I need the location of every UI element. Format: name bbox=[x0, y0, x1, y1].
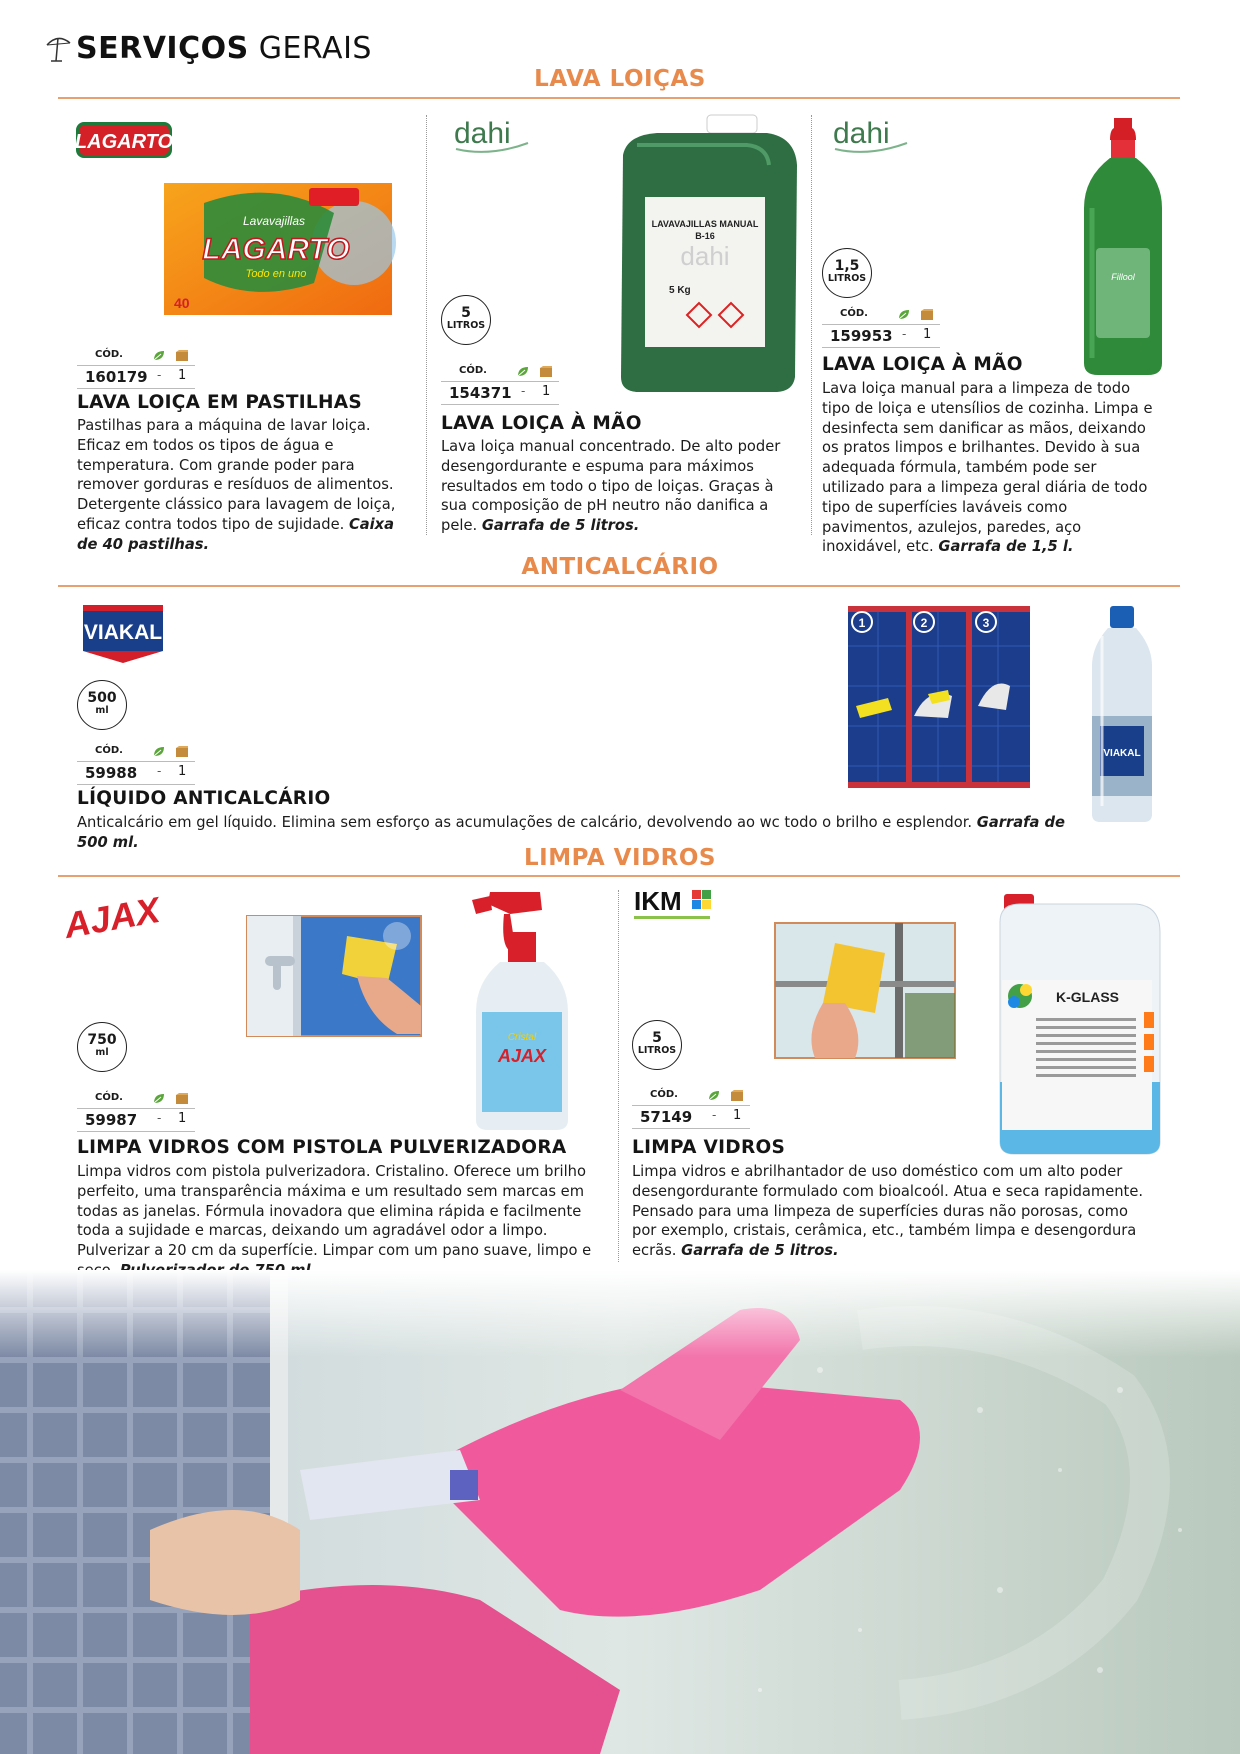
section-rule bbox=[58, 97, 1180, 99]
code-quantity: 1 bbox=[178, 1111, 187, 1126]
svg-text:LAGARTO: LAGARTO bbox=[74, 131, 174, 153]
dahi-5l-jerrycan-image bbox=[617, 115, 799, 393]
pack-size: Caixa de 40 pastilhas. bbox=[77, 515, 395, 553]
eco-leaf-icon bbox=[897, 308, 911, 321]
svg-text:Fillool: Fillool bbox=[1111, 272, 1135, 282]
code-label: CÓD. bbox=[840, 308, 868, 319]
box-icon bbox=[920, 308, 934, 321]
description-text: Pastilhas para a máquina de lavar loiça. Eficaz em todos os tipos de água e temperatura. Com grande poder para remover gorduras e resíduos de alimentos. Detergente clássico para lavagem de loiça, eficaz contra todos tipo de sujidade. bbox=[77, 417, 396, 533]
code-label: CÓD. bbox=[95, 745, 123, 756]
code-table bbox=[77, 742, 195, 786]
product-name: LAVA LOIÇA EM PASTILHAS bbox=[77, 392, 363, 413]
svg-text:Lavavajillas: Lavavajillas bbox=[242, 214, 306, 228]
volume-badge bbox=[822, 248, 872, 298]
code-label: CÓD. bbox=[95, 349, 123, 360]
product-name: LIMPA VIDROS COM PISTOLA PULVERIZADORA bbox=[77, 1137, 567, 1158]
window-cleaning-hand-image bbox=[247, 916, 421, 1036]
lagarto-box-image bbox=[164, 183, 392, 315]
section-rule bbox=[58, 585, 1180, 587]
code-dash: - bbox=[157, 368, 162, 382]
svg-text:dahi: dahi bbox=[680, 241, 730, 271]
product-code: 160179 bbox=[85, 368, 148, 386]
page-title-bold: SERVIÇOS bbox=[76, 30, 249, 66]
dahi-bottle-image bbox=[1078, 118, 1168, 376]
footer-cleaning-photo bbox=[0, 1270, 1240, 1754]
product-name: LÍQUIDO ANTICALCÁRIO bbox=[77, 788, 331, 809]
code-dash: - bbox=[902, 327, 907, 341]
product-description bbox=[77, 416, 417, 555]
product-description bbox=[632, 1162, 1152, 1261]
code-quantity: 1 bbox=[178, 368, 187, 383]
ikm-logo bbox=[632, 884, 722, 926]
page-title-light: GERAIS bbox=[258, 30, 372, 66]
svg-text:VIAKAL: VIAKAL bbox=[1103, 748, 1141, 759]
box-icon bbox=[175, 349, 189, 362]
product-description bbox=[822, 379, 1157, 557]
volume-number: 5 bbox=[652, 1030, 662, 1046]
viakal-steps-image bbox=[848, 606, 1030, 788]
dahi-logo bbox=[829, 113, 913, 157]
step-1: 1 bbox=[858, 616, 866, 630]
column-divider bbox=[811, 115, 812, 535]
volume-number: 5 bbox=[461, 305, 471, 321]
product-code: 59988 bbox=[85, 764, 138, 782]
pack-size: Garrafa de 5 litros. bbox=[481, 517, 640, 535]
code-quantity: 1 bbox=[733, 1108, 742, 1123]
k-glass-label: K-GLASS bbox=[1056, 989, 1119, 1005]
eco-leaf-icon bbox=[152, 1092, 166, 1105]
product-description bbox=[441, 437, 801, 536]
eco-leaf-icon bbox=[152, 745, 166, 758]
svg-text:dahi: dahi bbox=[454, 117, 511, 150]
dahi-logo bbox=[450, 113, 534, 157]
code-label: CÓD. bbox=[650, 1089, 678, 1100]
description-text: Lava loiça manual concentrado. De alto poder desengordurante e espuma para máximos resultados em todo o tipo de loiças. Graças à sua composição de pH neutro não danifica a pele. bbox=[441, 438, 781, 535]
svg-text:dahi: dahi bbox=[833, 117, 890, 150]
svg-text:LAVAVAJILLAS MANUAL: LAVAVAJILLAS MANUAL bbox=[651, 219, 759, 229]
volume-badge bbox=[77, 680, 127, 730]
volume-badge bbox=[441, 295, 491, 345]
svg-text:40: 40 bbox=[174, 295, 190, 311]
code-quantity: 1 bbox=[542, 384, 551, 399]
section-title-anticalcario: ANTICALCÁRIO bbox=[521, 554, 719, 580]
code-label: CÓD. bbox=[459, 365, 487, 376]
volume-number: 500 bbox=[87, 690, 117, 706]
code-table bbox=[822, 305, 940, 349]
box-icon bbox=[175, 745, 189, 758]
code-dash: - bbox=[521, 384, 526, 398]
svg-text:Todo en uno: Todo en uno bbox=[245, 268, 307, 280]
svg-text:Cristal: Cristal bbox=[507, 1032, 537, 1043]
ajax-spray-bottle-image bbox=[470, 892, 574, 1132]
code-table bbox=[632, 1086, 750, 1130]
pack-size: Garrafa de 500 ml. bbox=[77, 814, 1066, 851]
description-text: Limpa vidros com pistola pulverizadora. Cristalino. Oferece um brilho perfeito, uma transparência máxima e um resultado sem marcas em todas as janelas. Fórmula inovadora que elimina rápida e facilmente toda a sujidade e marcas, deixando um agradável odor a limpo. Pulverizar a 20 cm da superfície. Limpar com um pano suave, limpo e bbox=[77, 1163, 592, 1260]
pack-size: Garrafa de 1,5 l. bbox=[938, 538, 1074, 556]
page-header bbox=[44, 28, 372, 68]
svg-text:VIAKAL: VIAKAL bbox=[83, 621, 163, 644]
code-quantity: 1 bbox=[178, 764, 187, 779]
product-code: 59987 bbox=[85, 1111, 138, 1129]
volume-unit: ml bbox=[95, 1047, 109, 1058]
svg-text:AJAX: AJAX bbox=[497, 1046, 547, 1066]
box-icon bbox=[539, 365, 553, 378]
volume-number: 750 bbox=[87, 1032, 117, 1048]
code-table bbox=[77, 346, 195, 390]
ajax-logo bbox=[61, 888, 163, 947]
box-icon bbox=[730, 1089, 744, 1102]
column-divider bbox=[426, 115, 427, 535]
product-code: 154371 bbox=[449, 384, 512, 402]
section-title-lava-loicas: LAVA LOIÇAS bbox=[534, 66, 706, 92]
lagarto-logo bbox=[74, 118, 174, 162]
svg-text:B-16: B-16 bbox=[695, 231, 715, 241]
product-description bbox=[77, 1162, 612, 1281]
volume-badge bbox=[77, 1022, 127, 1072]
eco-leaf-icon bbox=[707, 1089, 721, 1102]
svg-text:AJAX: AJAX bbox=[61, 888, 163, 947]
box-icon bbox=[175, 1092, 189, 1105]
product-code: 57149 bbox=[640, 1108, 693, 1126]
viakal-bottle-image bbox=[1088, 606, 1156, 824]
eco-leaf-icon bbox=[152, 349, 166, 362]
code-dash: - bbox=[712, 1108, 717, 1122]
volume-unit: LITROS bbox=[637, 1045, 677, 1056]
code-label: CÓD. bbox=[95, 1092, 123, 1103]
code-table bbox=[77, 1089, 195, 1133]
product-name: LIMPA VIDROS bbox=[632, 1137, 786, 1158]
product-name: LAVA LOIÇA À MÃO bbox=[822, 354, 1023, 375]
volume-unit: LITROS bbox=[827, 273, 867, 284]
product-name: LAVA LOIÇA À MÃO bbox=[441, 413, 642, 434]
section-rule bbox=[58, 875, 1180, 877]
column-divider bbox=[618, 890, 619, 1262]
svg-text:IKM: IKM bbox=[634, 886, 682, 916]
code-table bbox=[441, 362, 559, 406]
service-umbrella-icon bbox=[44, 31, 72, 65]
code-dash: - bbox=[157, 1111, 162, 1125]
eco-leaf-icon bbox=[516, 365, 530, 378]
step-3: 3 bbox=[982, 616, 990, 630]
product-code: 159953 bbox=[830, 327, 893, 345]
volume-unit: ml bbox=[95, 705, 109, 716]
step-2: 2 bbox=[920, 616, 928, 630]
code-quantity: 1 bbox=[923, 327, 932, 342]
section-title-limpa-vidros: LIMPA VIDROS bbox=[524, 845, 716, 871]
volume-badge bbox=[632, 1020, 682, 1070]
volume-number: 1,5 bbox=[834, 258, 860, 274]
viakal-logo bbox=[81, 603, 165, 665]
svg-text:LAGARTO: LAGARTO bbox=[202, 233, 350, 266]
svg-text:5 Kg: 5 Kg bbox=[669, 285, 691, 296]
window-wiping-hand-image bbox=[775, 923, 955, 1058]
k-glass-jerrycan-image bbox=[996, 892, 1164, 1156]
description-text: Lava loiça manual para a limpeza de todo tipo de loiça e utensílios de cozinha. Limpa e desinfecta sem danificar as mãos, deixando os pratos limpos e brilhantes. Devido à sua adequada fórmula, também pode ser utilizado para a limpeza geral diária de todo tipo de superfícies laváveis como pavimentos, azulejos, paredes, aço inoxidável, etc. bbox=[822, 380, 1153, 556]
code-dash: - bbox=[157, 764, 162, 778]
description-text: Limpa vidros e abrilhantador de uso doméstico com um alto poder desengordurante formulado com bioalcoól. Atua e seca rapidamente. Pensado para uma limpeza de superfícies duras não porosas, como por exemplo, cristais, cerâmica, etc., também limpa e desengordura ecrãs. bbox=[632, 1163, 1144, 1260]
pack-size: Garrafa de 5 litros. bbox=[681, 1242, 839, 1260]
volume-unit: LITROS bbox=[446, 320, 486, 331]
description-text: Anticalcário em gel líquido. Elimina sem esforço as acumulações de calcário, devolvendo ao wc todo o brilho e esplendor. bbox=[77, 814, 973, 831]
